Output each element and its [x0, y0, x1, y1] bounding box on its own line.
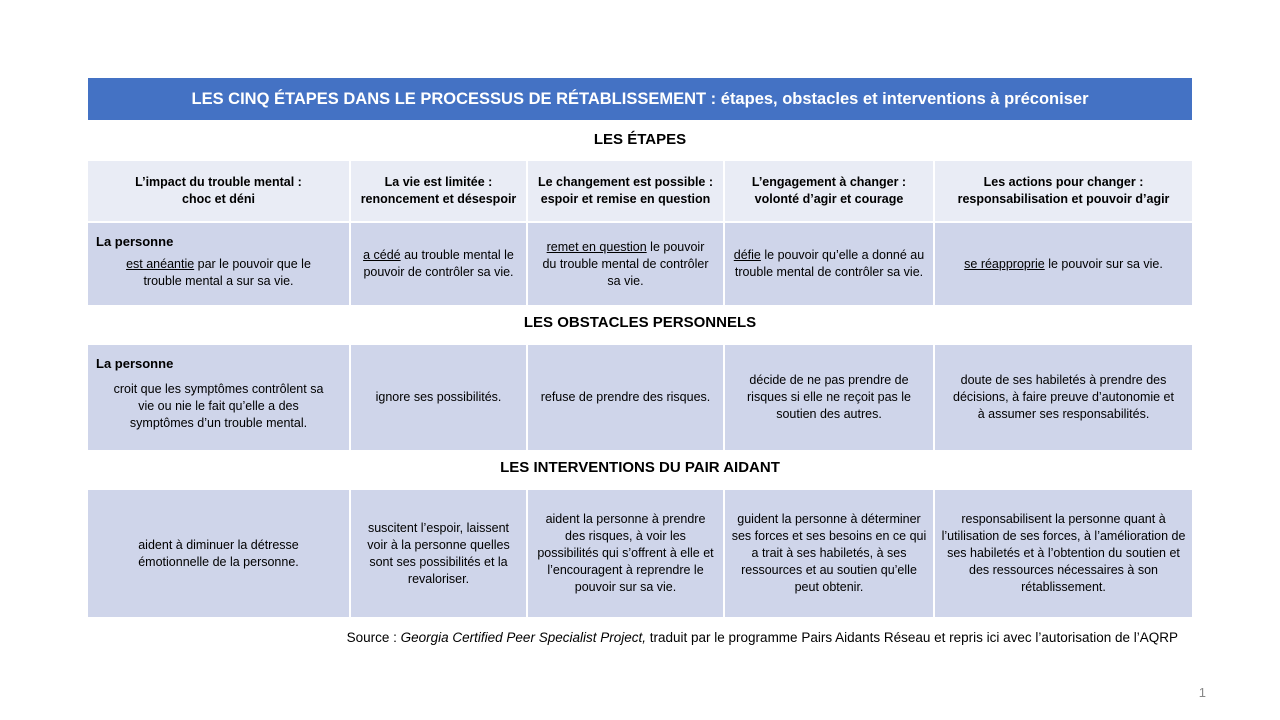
header-line: espoir et remise en question: [540, 192, 711, 206]
header-line: responsabilisation et pouvoir d’agir: [957, 192, 1170, 206]
obstacle-text: croit que les symptômes contrôlent sa vie ou nie le fait qu’elle a des symptômes d’un trouble mental.: [113, 382, 324, 430]
intervention-cell: [88, 490, 351, 617]
stage-rest: le pouvoir qu’elle a donné au trouble mental de contrôler sa vie.: [734, 248, 925, 279]
stage-rest: le pouvoir sur sa vie.: [1044, 256, 1163, 271]
stage-header: [935, 161, 1192, 221]
source-title: Georgia Certified Peer Specialist Project,: [400, 630, 646, 645]
section-title-obstacles: LES OBSTACLES PERSONNELS: [523, 314, 757, 331]
header-line: Les actions pour changer :: [983, 175, 1144, 189]
stage-header-row: [88, 161, 1192, 221]
intervention-text: guident la personne à déterminer ses forces et ses besoins en ce qui a trait à ses habiletés, à ses ressources et au soutien qu’elle peut obtenir.: [731, 512, 927, 594]
header-line: volonté d’agir et courage: [754, 192, 904, 206]
source-note: [88, 630, 1192, 645]
header-line: L’engagement à changer :: [751, 175, 907, 189]
obstacles-row: [88, 345, 1192, 450]
intervention-text: aident la personne à prendre des risques, à voir les possibilités qui s’offrent à elle et l’encouragent à reprendre le pouvoir sur sa vie.: [537, 512, 714, 594]
intervention-cell: [725, 490, 935, 617]
obstacle-cell: [88, 345, 351, 450]
stage-rest: le pouvoir du trouble mental de contrôler sa vie.: [542, 239, 709, 288]
intervention-text: responsabilisent la personne quant à l’utilisation de ses forces, à l’amélioration de ses habiletés et à l’obtention du soutien et des ressources nécessaires à son rétablissement.: [941, 512, 1186, 594]
intervention-text: aident à diminuer la détresse émotionnelle de la personne.: [138, 537, 299, 569]
obstacle-cell: [351, 345, 528, 450]
header-line: choc et déni: [182, 192, 255, 206]
stage-rest: au trouble mental le pouvoir de contrôler sa vie.: [363, 248, 514, 279]
section-title-interventions: LES INTERVENTIONS DU PAIR AIDANT: [500, 459, 780, 476]
obstacle-cell: [528, 345, 725, 450]
stage-header: [528, 161, 725, 221]
header-line: renoncement et désespoir: [360, 192, 517, 206]
obstacle-text: ignore ses possibilités.: [375, 390, 502, 404]
header-line: La vie est limitée :: [384, 175, 493, 189]
intervention-cell: [351, 490, 528, 617]
stage-header: [351, 161, 528, 221]
stage-cell: [88, 223, 351, 305]
table-title: LES CINQ ÉTAPES DANS LE PROCESSUS DE RÉTABLISSEMENT : étapes, obstacles et interventions à préconiser: [88, 78, 1192, 120]
section-title-etapes: LES ÉTAPES: [593, 131, 687, 148]
stages-row: [88, 223, 1192, 305]
obstacle-cell: [725, 345, 935, 450]
stage-keyword: se réapproprie: [964, 256, 1045, 271]
lead-label: La personne: [96, 356, 174, 371]
stage-keyword: remet en question: [546, 239, 647, 254]
header-line: Le changement est possible :: [537, 175, 714, 189]
source-prefix: Source :: [346, 630, 401, 645]
stage-text: [94, 256, 343, 290]
stage-rest: par le pouvoir que le trouble mental a sur sa vie.: [143, 257, 311, 288]
obstacle-text: décide de ne pas prendre de risques si elle ne reçoit pas le soutien des autres.: [747, 373, 911, 421]
interventions-row: [88, 490, 1192, 617]
stage-keyword: défie: [733, 248, 761, 262]
stage-header: [725, 161, 935, 221]
lead-label: La personne: [96, 234, 174, 249]
stage-keyword: a cédé: [363, 248, 401, 262]
stage-cell: [528, 223, 725, 305]
source-rest: traduit par le programme Pairs Aidants Réseau et repris ici avec l’autorisation de l’AQRP: [646, 630, 1178, 645]
header-line: L’impact du trouble mental :: [135, 175, 302, 189]
stage-cell: [351, 223, 528, 305]
stage-header: [88, 161, 351, 221]
stage-cell: [725, 223, 935, 305]
intervention-cell: [935, 490, 1192, 617]
stage-keyword: est anéantie: [126, 257, 195, 271]
obstacle-text: refuse de prendre des risques.: [540, 390, 711, 404]
obstacle-cell: [935, 345, 1192, 450]
obstacle-text: doute de ses habiletés à prendre des décisions, à faire preuve d’autonomie et à assumer ses responsabilités.: [953, 373, 1174, 421]
intervention-text: suscitent l’espoir, laissent voir à la personne quelles sont ses possibilités et la revaloriser.: [367, 520, 510, 586]
stage-cell: [935, 223, 1192, 305]
page-number: 1: [1198, 685, 1206, 700]
intervention-cell: [528, 490, 725, 617]
